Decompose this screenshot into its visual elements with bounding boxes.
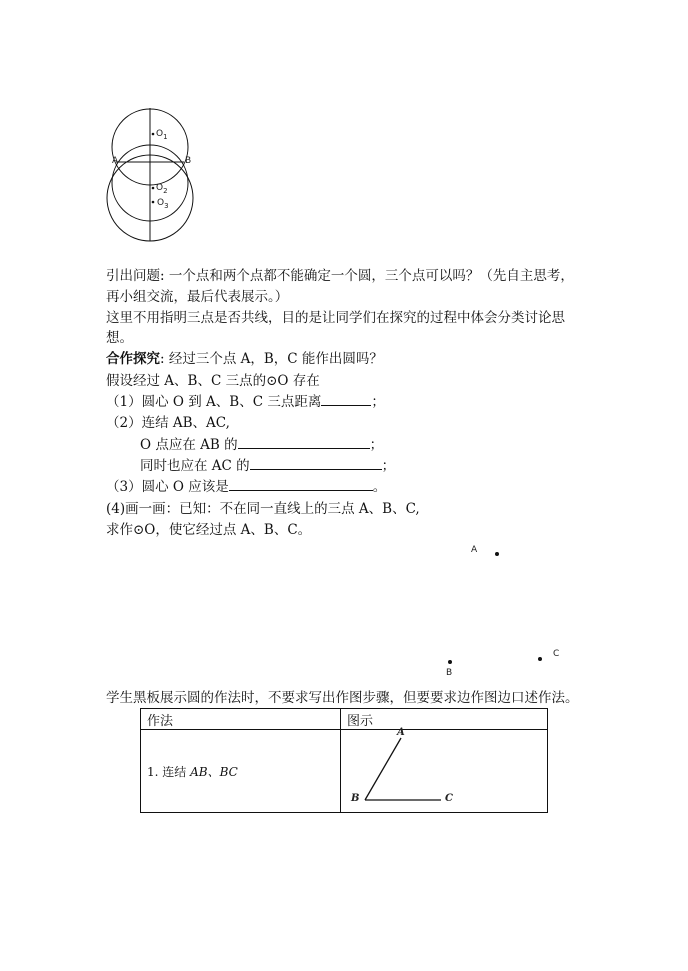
- dot-o1: [152, 133, 155, 136]
- answer-blank-4[interactable]: [229, 478, 373, 491]
- text-line-3: 这里不用指明三点是否共线，目的是让同学们在探究的过程中体会分类讨论思: [106, 310, 565, 326]
- point-c-dot: [538, 657, 542, 661]
- table-header-row: [141, 709, 548, 730]
- text-line-8: （2）连结 AB、AC,: [106, 415, 230, 431]
- answer-blank-2[interactable]: [238, 436, 370, 449]
- text-line-4: 想。: [106, 330, 133, 346]
- circles-figure: [100, 100, 200, 245]
- point-a-dot: [495, 552, 499, 556]
- answer-blank-1[interactable]: [321, 393, 371, 406]
- text-line-5: 合作探究: 经过三个点 A，B，C 能作出圆吗？: [106, 351, 383, 367]
- dot-o2: [152, 187, 155, 190]
- header-method: 作法: [141, 709, 341, 730]
- text-line-1: 引出问题: 一个点和两个点都不能确定一个圆，三个点可以吗？（先自主思考，: [106, 268, 574, 284]
- text-line-11: （3）圆心 O 应该是 。: [106, 479, 387, 495]
- text-line-2: 再小组交流，最后代表展示。）: [106, 289, 289, 305]
- diagram-label-a: A: [397, 727, 405, 738]
- diagram-label-b: B: [351, 793, 360, 804]
- answer-blank-3[interactable]: [250, 457, 382, 470]
- label-o1: $O_1$: [156, 129, 168, 141]
- step1-diagram: [341, 730, 547, 812]
- label-o2: $O_2$: [156, 183, 168, 195]
- label-o3: $O_3$: [157, 198, 169, 210]
- method-step-1: 1. 连结 AB、BC: [141, 730, 341, 813]
- text-line-12: (4)画一画：已知：不在同一直线上的三点 A、B、C,: [106, 501, 420, 517]
- table-row: [141, 730, 548, 813]
- point-c-label: C: [553, 649, 560, 659]
- label-b: B: [185, 156, 192, 166]
- point-a-label: A: [471, 545, 478, 555]
- figure-step-1: [341, 727, 548, 813]
- text-line-9: O 点应在 AB 的 ；: [140, 437, 384, 453]
- construction-table: [140, 708, 548, 813]
- point-b-label: B: [446, 668, 453, 678]
- text-line-14: 学生黑板展示圆的作法时，不要求写出作图步骤，但要要求边作图边口述作法。: [106, 690, 579, 706]
- segment-ab: [365, 738, 401, 800]
- diagram-label-c: C: [445, 793, 453, 804]
- cooperative-inquiry-heading: 合作探究: [106, 351, 160, 367]
- label-a: A: [112, 156, 119, 166]
- point-b-dot: [448, 660, 452, 664]
- text-line-10: 同时也应在 AC 的 ；: [140, 458, 396, 474]
- dot-o3: [152, 201, 155, 204]
- text-line-6: 假设经过 A、B、C 三点的⊙O 存在: [106, 373, 320, 389]
- text-line-7: （1）圆心 O 到 A、B、C 三点距离 ；: [106, 394, 385, 410]
- text-line-13: 求作⊙O，使它经过点 A、B、C。: [106, 522, 312, 538]
- header-figure: 图示: [341, 709, 548, 730]
